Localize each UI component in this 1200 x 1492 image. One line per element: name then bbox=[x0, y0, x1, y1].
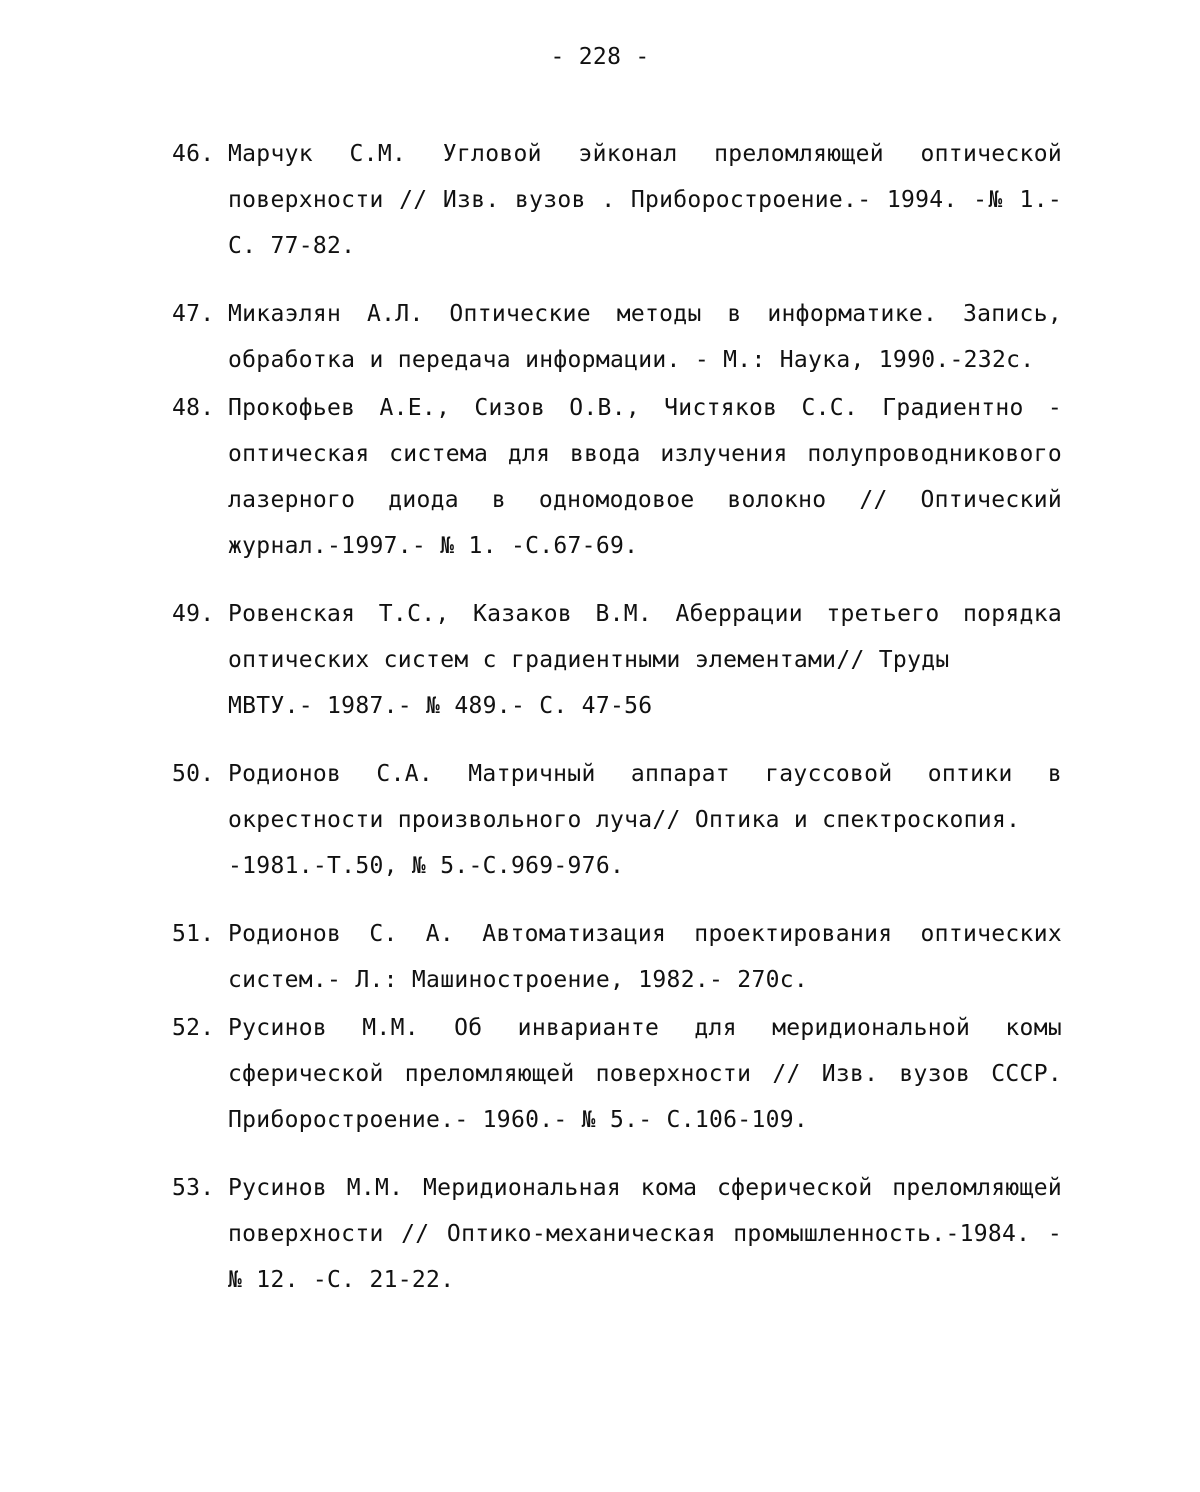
reference-line: лазерного диода в одномодовое волокно // Оптический bbox=[228, 487, 1062, 513]
reference-line: Русинов М.М. Меридиональная кома сферической преломляющей bbox=[228, 1175, 1062, 1201]
reference-line: поверхности // Изв. вузов . Приборостроение.- 1994. -№ 1.- bbox=[228, 187, 1062, 213]
reference-text bbox=[228, 1165, 1062, 1303]
reference-line: оптических систем с градиентными элементами// Труды bbox=[228, 647, 950, 673]
reference-line: Родионов С.А. Матричный аппарат гауссовой оптики в bbox=[228, 761, 1062, 787]
reference-item-47 bbox=[172, 291, 1062, 383]
reference-line: систем.- Л.: Машиностроение, 1982.- 270с. bbox=[228, 967, 809, 993]
reference-line: № 12. -С. 21-22. bbox=[228, 1267, 455, 1293]
page-number: - 228 - bbox=[550, 44, 650, 70]
reference-list bbox=[172, 131, 1062, 1303]
reference-text bbox=[228, 911, 1062, 1003]
reference-number: 52. bbox=[172, 1015, 215, 1041]
reference-text bbox=[228, 751, 1062, 889]
reference-line: Микаэлян А.Л. Оптические методы в информатике. Запись, bbox=[228, 301, 1062, 327]
reference-number: 48. bbox=[172, 395, 215, 421]
reference-line: журнал.-1997.- № 1. -С.67-69. bbox=[228, 533, 639, 559]
reference-text bbox=[228, 131, 1062, 269]
reference-item-50 bbox=[172, 751, 1062, 889]
reference-line: оптическая система для ввода излучения полупроводникового bbox=[228, 441, 1062, 467]
reference-number: 46. bbox=[172, 141, 215, 167]
reference-item-52 bbox=[172, 1005, 1062, 1143]
reference-line: Русинов М.М. Об инварианте для меридиональной комы bbox=[228, 1015, 1062, 1041]
reference-item-49 bbox=[172, 591, 1062, 729]
reference-item-51 bbox=[172, 911, 1062, 1003]
reference-line: МВТУ.- 1987.- № 489.- С. 47-56 bbox=[228, 693, 653, 719]
reference-text bbox=[228, 1005, 1062, 1143]
reference-line: обработка и передача информации. - М.: Наука, 1990.-232с. bbox=[228, 347, 1035, 373]
reference-line: Ровенская Т.С., Казаков В.М. Аберрации третьего порядка bbox=[228, 601, 1062, 627]
reference-text bbox=[228, 385, 1062, 569]
reference-item-46 bbox=[172, 131, 1062, 269]
reference-line: Приборостроение.- 1960.- № 5.- С.106-109. bbox=[228, 1107, 809, 1133]
reference-number: 50. bbox=[172, 761, 215, 787]
reference-number: 47. bbox=[172, 301, 215, 327]
reference-line: Прокофьев А.Е., Сизов О.В., Чистяков С.С. Градиентно - bbox=[228, 395, 1062, 421]
reference-line: сферической преломляющей поверхности // Изв. вузов СССР. bbox=[228, 1061, 1062, 1087]
reference-number: 49. bbox=[172, 601, 215, 627]
reference-item-53 bbox=[172, 1165, 1062, 1303]
reference-text bbox=[228, 291, 1062, 383]
reference-line: -1981.-Т.50, № 5.-С.969-976. bbox=[228, 853, 625, 879]
reference-text bbox=[228, 591, 1062, 729]
reference-number: 53. bbox=[172, 1175, 215, 1201]
reference-line: окрестности произвольного луча// Оптика и спектроскопия. bbox=[228, 807, 1021, 833]
reference-line: Родионов С. А. Автоматизация проектирования оптических bbox=[228, 921, 1062, 947]
reference-line: Марчук С.М. Угловой эйконал преломляющей оптической bbox=[228, 141, 1062, 167]
reference-line: С. 77-82. bbox=[228, 233, 356, 259]
reference-line: поверхности // Оптико-механическая промышленность.-1984. - bbox=[228, 1221, 1062, 1247]
reference-item-48 bbox=[172, 385, 1062, 569]
reference-number: 51. bbox=[172, 921, 215, 947]
